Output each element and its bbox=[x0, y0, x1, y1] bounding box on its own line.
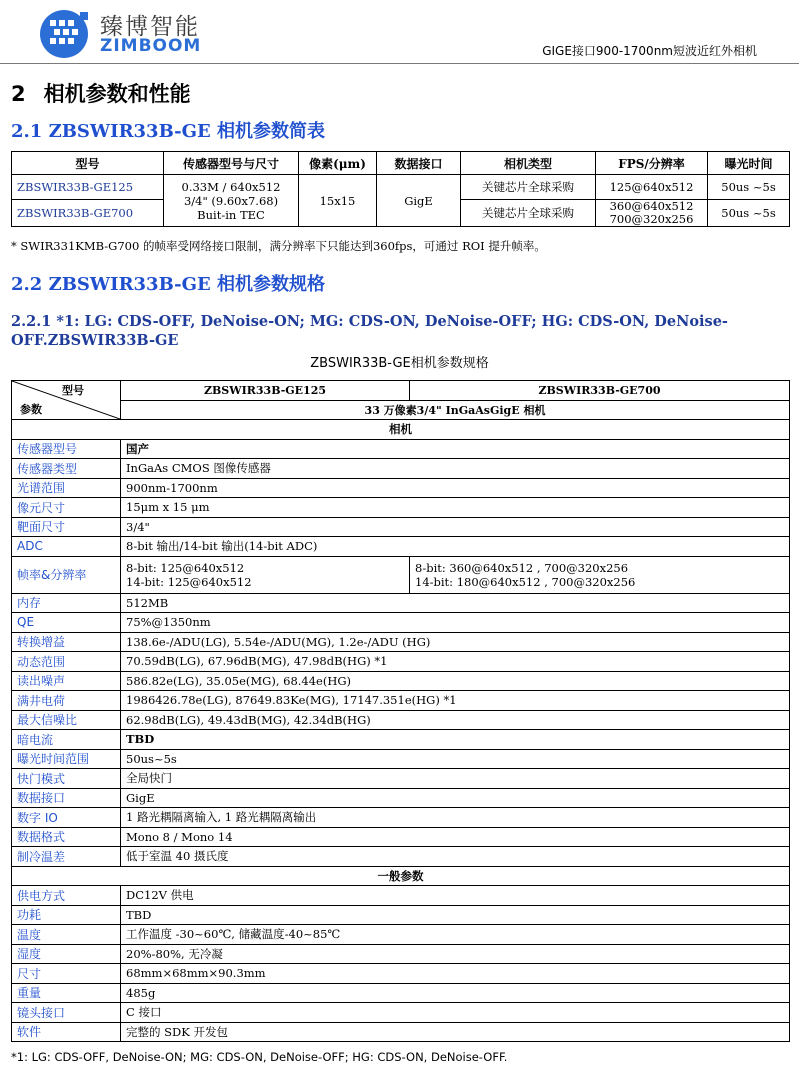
fps-line: 360@640x512 bbox=[609, 199, 694, 213]
fps-line: 14-bit: 180@640x512 , 700@320x256 bbox=[415, 574, 636, 589]
spec-row bbox=[12, 847, 790, 867]
summary-header-row bbox=[12, 152, 790, 175]
spec-label: 温度 bbox=[12, 925, 121, 945]
section-camera: 相机 bbox=[12, 420, 790, 440]
spec-row bbox=[12, 964, 790, 984]
spec-row bbox=[12, 517, 790, 537]
spec-value: 1986426.78e(LG), 87649.83Ke(MG), 17147.351e(HG) *1 bbox=[121, 691, 790, 711]
exposure-time: 50us ~5s bbox=[708, 175, 790, 200]
spec-value: 900nm-1700nm bbox=[121, 478, 790, 498]
subsection-2-1-heading: 2.1 ZBSWIR33B-GE 相机参数简表 bbox=[11, 121, 325, 142]
spec-row bbox=[12, 671, 790, 691]
spec-row bbox=[12, 593, 790, 613]
spec-row bbox=[12, 808, 790, 828]
corner-model-label: 型号 bbox=[62, 384, 84, 397]
col-header-type: 相机类型 bbox=[461, 152, 596, 175]
sensor-tec: Buit-in TEC bbox=[197, 207, 265, 222]
spec-value: 485g bbox=[121, 983, 790, 1003]
sensor-resolution: 0.33M / 640x512 bbox=[181, 179, 281, 194]
spec-label: 数据接口 bbox=[12, 788, 121, 808]
spec-model-2: ZBSWIR33B-GE700 bbox=[410, 381, 790, 401]
spec-label: 靶面尺寸 bbox=[12, 517, 121, 537]
spec-value: InGaAs CMOS 图像传感器 bbox=[121, 459, 790, 479]
spec-value: 工作温度 -30~60℃, 储藏温度-40~85℃ bbox=[121, 925, 790, 945]
summary-row bbox=[12, 175, 790, 200]
col-header-pixel: 像素(μm) bbox=[299, 152, 377, 175]
spec-row bbox=[12, 769, 790, 789]
spec-row bbox=[12, 478, 790, 498]
data-interface: GigE bbox=[377, 175, 461, 227]
logo-chinese-name: 臻博智能 bbox=[100, 14, 200, 40]
spec-value: 1 路光耦隔离输入, 1 路光耦隔离输出 bbox=[121, 808, 790, 828]
spec-row bbox=[12, 691, 790, 711]
fps-line: 8-bit: 360@640x512 , 700@320x256 bbox=[415, 560, 629, 575]
model-name: ZBSWIR33B-GE125 bbox=[12, 175, 164, 200]
model-name: ZBSWIR33B-GE700 bbox=[12, 200, 164, 227]
fps-model-1 bbox=[121, 556, 410, 593]
spec-value: 3/4" bbox=[121, 517, 790, 537]
spec-value: 512MB bbox=[121, 593, 790, 613]
spec-value: TBD bbox=[121, 905, 790, 925]
spec-label: 快门模式 bbox=[12, 769, 121, 789]
sensor-cell bbox=[164, 175, 299, 227]
spec-row bbox=[12, 498, 790, 518]
section-heading bbox=[11, 78, 191, 108]
header-product-title: GIGE接口900-1700nm短波近红外相机 bbox=[542, 44, 757, 58]
spec-value: 50us~5s bbox=[121, 749, 790, 769]
summary-table bbox=[11, 151, 790, 227]
spec-label: 像元尺寸 bbox=[12, 498, 121, 518]
pixel-size: 15x15 bbox=[299, 175, 377, 227]
section-general: 一般参数 bbox=[12, 866, 790, 886]
spec-label: 读出噪声 bbox=[12, 671, 121, 691]
spec-row bbox=[12, 983, 790, 1003]
fps-resolution bbox=[596, 200, 708, 227]
corner-cell bbox=[12, 381, 121, 420]
spec-row bbox=[12, 1003, 790, 1023]
spec-value: 国产 bbox=[121, 439, 790, 459]
fps-line: 14-bit: 125@640x512 bbox=[126, 574, 252, 589]
zimboom-logo-icon bbox=[36, 8, 92, 60]
spec-value: 低于室温 40 摄氏度 bbox=[121, 847, 790, 867]
spec-label: 镜头接口 bbox=[12, 1003, 121, 1023]
spec-row bbox=[12, 944, 790, 964]
spec-footnote: *1: LG: CDS-OFF, DeNoise-ON; MG: CDS-ON, DeNoise-OFF; HG: CDS-ON, DeNoise-OFF. bbox=[11, 1050, 508, 1064]
spec-value: 138.6e-/ADU(LG), 5.54e-/ADU(MG), 1.2e-/ADU (HG) bbox=[121, 632, 790, 652]
spec-value: 20%-80%, 无冷凝 bbox=[121, 944, 790, 964]
fps-model-2 bbox=[410, 556, 790, 593]
spec-value: 全局快门 bbox=[121, 769, 790, 789]
spec-subtitle-row bbox=[12, 400, 790, 420]
spec-label: 满井电荷 bbox=[12, 691, 121, 711]
spec-model-1: ZBSWIR33B-GE125 bbox=[121, 381, 410, 401]
spec-value: Mono 8 / Mono 14 bbox=[121, 827, 790, 847]
spec-label: ADC bbox=[12, 537, 121, 557]
spec-row bbox=[12, 652, 790, 672]
spec-row bbox=[12, 710, 790, 730]
col-header-model: 型号 bbox=[12, 152, 164, 175]
spec-section-row bbox=[12, 866, 790, 886]
col-header-fps: FPS/分辨率 bbox=[596, 152, 708, 175]
col-header-exposure: 曝光时间 bbox=[708, 152, 790, 175]
logo-english-name: ZIMBOOM bbox=[100, 36, 202, 56]
spec-row bbox=[12, 905, 790, 925]
spec-label: 供电方式 bbox=[12, 886, 121, 906]
spec-label: 动态范围 bbox=[12, 652, 121, 672]
spec-label: 传感器类型 bbox=[12, 459, 121, 479]
spec-model-row bbox=[12, 381, 790, 401]
spec-table bbox=[11, 380, 790, 1042]
subsection-2-2-heading: 2.2 ZBSWIR33B-GE 相机参数规格 bbox=[11, 274, 325, 295]
spec-subtitle: 33 万像素3/4" InGaAsGigE 相机 bbox=[121, 400, 790, 420]
spec-row bbox=[12, 632, 790, 652]
spec-label: 传感器型号 bbox=[12, 439, 121, 459]
spec-value: 586.82e(LG), 35.05e(MG), 68.44e(HG) bbox=[121, 671, 790, 691]
spec-section-row bbox=[12, 420, 790, 440]
fps-line: 8-bit: 125@640x512 bbox=[126, 560, 245, 575]
spec-value: 62.98dB(LG), 49.43dB(MG), 42.34dB(HG) bbox=[121, 710, 790, 730]
spec-label: 暗电流 bbox=[12, 730, 121, 750]
col-header-interface: 数据接口 bbox=[377, 152, 461, 175]
section-number: 2 bbox=[11, 82, 26, 106]
spec-row bbox=[12, 749, 790, 769]
spec-value: DC12V 供电 bbox=[121, 886, 790, 906]
subsection-2-2-1-heading: 2.2.1 *1: LG: CDS-OFF, DeNoise-ON; MG: CDS-ON, DeNoise-OFF; HG: CDS-ON, DeNoise-OFF.ZBSWIR33B-GE bbox=[11, 313, 728, 349]
header-divider bbox=[0, 63, 799, 64]
spec-row bbox=[12, 886, 790, 906]
spec-value: 70.59dB(LG), 67.96dB(MG), 47.98dB(HG) *1 bbox=[121, 652, 790, 672]
spec-value: 8-bit 输出/14-bit 输出(14-bit ADC) bbox=[121, 537, 790, 557]
fps-resolution: 125@640x512 bbox=[596, 175, 708, 200]
spec-row bbox=[12, 925, 790, 945]
spec-label: 曝光时间范围 bbox=[12, 749, 121, 769]
summary-note: * SWIR331KMB-G700 的帧率受网络接口限制，满分辨率下只能达到360fps，可通过 ROI 提升帧率。 bbox=[11, 239, 546, 253]
section-title: 相机参数和性能 bbox=[43, 82, 191, 106]
spec-label: 光谱范围 bbox=[12, 478, 121, 498]
spec-value: 15μm x 15 μm bbox=[121, 498, 790, 518]
exposure-time: 50us ~5s bbox=[708, 200, 790, 227]
spec-row bbox=[12, 730, 790, 750]
spec-label: 制冷温差 bbox=[12, 847, 121, 867]
spec-label: 帧率&分辨率 bbox=[12, 556, 121, 593]
spec-label: QE bbox=[12, 613, 121, 633]
camera-type: 关键芯片全球采购 bbox=[461, 175, 596, 200]
spec-row bbox=[12, 459, 790, 479]
spec-label: 软件 bbox=[12, 1022, 121, 1042]
spec-value: 68mm×68mm×90.3mm bbox=[121, 964, 790, 984]
spec-label: 尺寸 bbox=[12, 964, 121, 984]
page-header bbox=[0, 0, 799, 64]
corner-param-label: 参数 bbox=[20, 403, 42, 416]
spec-label: 转换增益 bbox=[12, 632, 121, 652]
spec-row bbox=[12, 439, 790, 459]
spec-row bbox=[12, 613, 790, 633]
sensor-size: 3/4" (9.60x7.68) bbox=[183, 193, 279, 208]
table-caption: ZBSWIR33B-GE相机参数规格 bbox=[310, 356, 489, 371]
spec-value: 75%@1350nm bbox=[121, 613, 790, 633]
spec-value: 完整的 SDK 开发包 bbox=[121, 1022, 790, 1042]
spec-label: 湿度 bbox=[12, 944, 121, 964]
spec-label: 重量 bbox=[12, 983, 121, 1003]
spec-row bbox=[12, 1022, 790, 1042]
fps-line: 700@320x256 bbox=[609, 212, 694, 226]
spec-label: 数据格式 bbox=[12, 827, 121, 847]
camera-type: 关键芯片全球采购 bbox=[461, 200, 596, 227]
spec-label: 内存 bbox=[12, 593, 121, 613]
spec-row-fps bbox=[12, 556, 790, 593]
spec-row bbox=[12, 827, 790, 847]
spec-row bbox=[12, 537, 790, 557]
spec-label: 数字 IO bbox=[12, 808, 121, 828]
spec-label: 功耗 bbox=[12, 905, 121, 925]
spec-row bbox=[12, 788, 790, 808]
spec-label: 最大信噪比 bbox=[12, 710, 121, 730]
spec-value: GigE bbox=[121, 788, 790, 808]
spec-value: C 接口 bbox=[121, 1003, 790, 1023]
spec-value: TBD bbox=[121, 730, 790, 750]
col-header-sensor: 传感器型号与尺寸 bbox=[164, 152, 299, 175]
